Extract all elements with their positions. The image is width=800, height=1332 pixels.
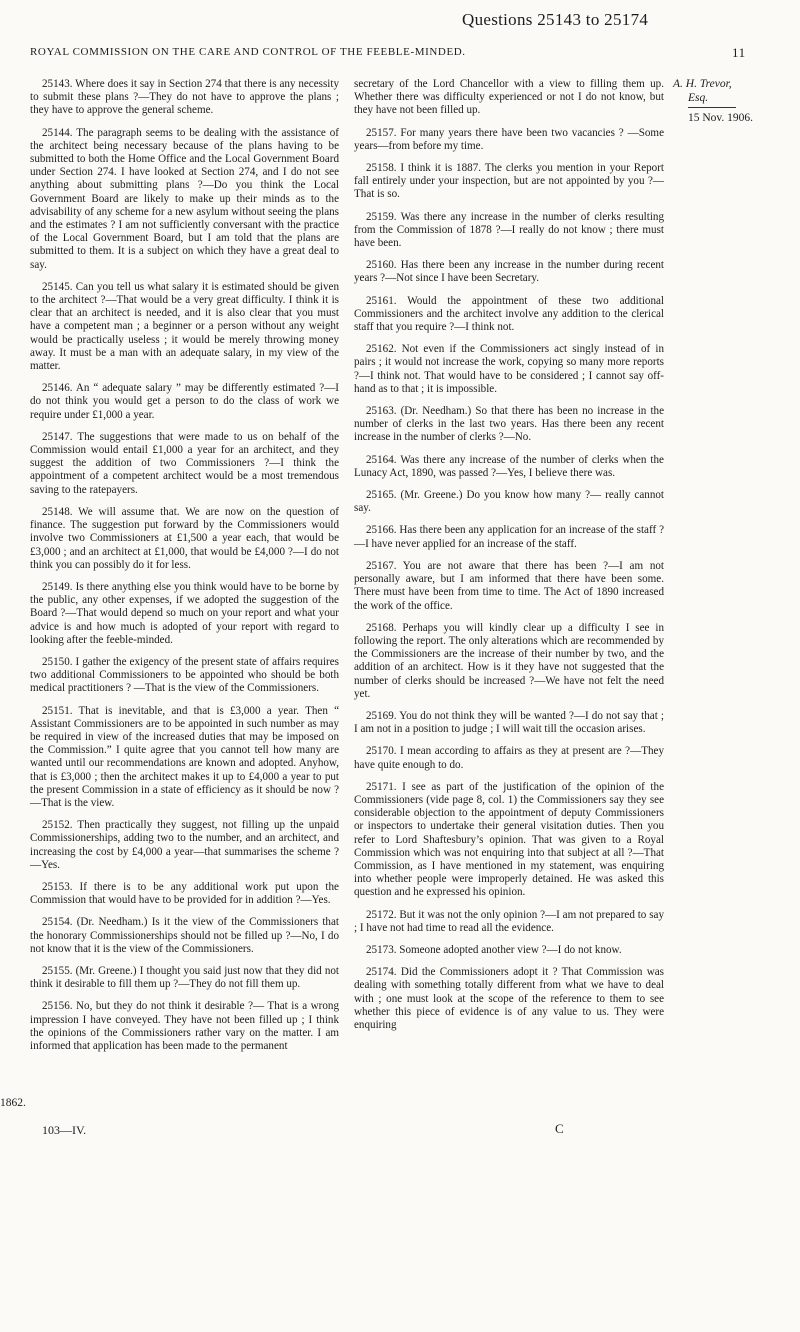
paragraph: 25155. (Mr. Greene.) I thought you said just now that they did not think it desirable to fill them up ?—They do not fill them up. [30, 964, 339, 991]
witness-date: 15 Nov. 1906. [688, 112, 754, 124]
signature-mark: 103—IV. [42, 1123, 87, 1137]
paragraph: 25149. Is there anything else you think would have to be borne by the public, any other expenses, if we adopted the suggestion of the Board ?—That would depend so much on your report and what your advice is and how much is adopted of your report with regard to looking after the feeble-minded. [30, 580, 339, 646]
paragraph: 25162. Not even if the Commissioners act singly instead of in pairs ; it would not increase the work, copying so many more reports ?—I think not. That would have to be considered ; I cannot say off-hand as to that ; it is impossible. [354, 343, 664, 395]
paragraph: 25169. You do not think they will be wanted ?—I do not say that ; I am not in a position to judge ; I will wait till the occasion arises. [354, 709, 664, 736]
paragraph: 25166. Has there been any application for an increase of the staff ?—I have never applied for an increase of the staff. [354, 524, 664, 550]
paragraph: 25159. Was there any increase in the number of clerks resulting from the Commission of 1878 ?—I really do not know ; there must have been. [354, 210, 664, 250]
paragraph: 25154. (Dr. Needham.) Is it the view of the Commissioners that the honorary Commissionerships should not be filled up ?—No, I do not know that it is the view of the Commissioners. [30, 916, 339, 955]
paragraph: 25174. Did the Commissioners adopt it ? That Commission was dealing with something totally different from what we have to deal with ; one must look at the scope of the reference to them to see whether this piece of evidence is of any value to us. They were enquiring [354, 966, 664, 1031]
paragraph: 25152. Then practically they suggest, not filling up the unpaid Commissionerships, adding two to the number, and an architect, and increasing the cost by £4,000 a year—that summarises the scheme ?—Yes. [30, 819, 339, 871]
paragraph: 25157. For many years there have been two vacancies ? —Some years—from before my time. [354, 126, 664, 152]
paragraph: 25158. I think it is 1887. The clerks you mention in your Report fall entirely under your inspection, but are not appointed by you ?—That is so. [354, 162, 664, 201]
paragraph: 25146. An “ adequate salary ” may be differently estimated ?—I do not think you would get a person to do the class of work we require under £1,000 a year. [30, 382, 339, 421]
paragraph: 25160. Has there been any increase in the number during recent years ?—Not since I have been Secretary. [354, 259, 664, 285]
margin-year: 1862. [0, 1097, 26, 1109]
right-column [354, 78, 664, 1041]
paragraph: 25156. No, but they do not think it desirable ?— That is a wrong impression I have conveyed. They have not been filled up ; I think the opinions of the Commissioners rather vary on the matter. I am informed that application has been made to the permanent [30, 1000, 339, 1052]
left-column [30, 78, 339, 1062]
paragraph: 25153. If there is to be any additional work put upon the Commission that would have to be provided for in addition ?—Yes. [30, 880, 339, 907]
signature-mark-right: C [555, 1121, 564, 1136]
witness-esq: Esq. [688, 92, 709, 104]
paragraph: 25164. Was there any increase of the number of clerks when the Lunacy Act, 1890, was passed ?—Yes, I believe there was. [354, 453, 664, 479]
questions-range-heading: Questions 25143 to 25174 [462, 10, 649, 29]
paragraph: 25161. Would the appointment of these two additional Commissioners and the architect involve any addition to the clerical staff that you require ?—I think not. [354, 294, 664, 334]
paragraph: 25144. The paragraph seems to be dealing with the assistance of the architect being necessary because of the plans having to be submitted to both the Home Office and the Local Government Board under Section 274. I have looked at Section 274, and I do not see anything about submitting plans ?—Do you think the Local Government Board are likely to make up their minds as to the advisability of any scheme for a new asylum without seeing the plans and the estimates ? I am not sufficiently conversant with the practice of the Local Government Board, but I am told that the plans are submitted to them. It is a subject on which they have a great deal to say. [30, 126, 339, 271]
paragraph: 25143. Where does it say in Section 274 that there is any necessity to submit these plans ?—They do not have to approve the plans ; they have to approve the general scheme. [30, 78, 339, 117]
paragraph: 25171. I see as part of the justification of the opinion of the Commissioners (vide page 8, col. 1) the Commissioners say they see considerable objection to the appointment of deputy Commissioners or inspectors to undertake their general visitation duties. Then you refer to Lord Shaftesbury’s opinion. That was given to a Royal Commission which was not enquiring into that subject at all ?—That Commission, as I have mentioned in my statement, was enquiring into whether people were improperly detained. He was asked this question and he expressed his opinion. [354, 780, 664, 899]
paragraph: 25147. The suggestions that were made to us on behalf of the Commission would entail £1,000 a year for an architect, and they suggest the addition of two Commissioners ?—I think the appointment of a competent architect would be a most tremendous saving to the ratepayers. [30, 430, 339, 496]
paragraph: 25163. (Dr. Needham.) So that there has been no increase in the number of clerks in the last two years. Has there been any recent increase in the number of clerks ?—No. [354, 405, 664, 444]
paragraph: 25151. That is inevitable, and that is £3,000 a year. Then “ Assistant Commissioners are to be appointed in such number as may be required in view of the increased duties that may be imposed on the Commission.” I quite agree that you cannot tell how many are wanted until our recommendations are known and adopted. Anyhow, that is £3,000 ; then the architect makes it up to £4,000 a year to put the present Commission in a state of efficiency as it should be now ?—That is the view. [30, 704, 339, 809]
paragraph: 25145. Can you tell us what salary it is estimated should be given to the architect ?—That would be a very great difficulty. I think it is clear that an architect is needed, and it is also clear that you must have a competent man ; a beginner or a person without any weight would be practically useless ; it would be merely throwing money away. It must be a man with an adequate salary, in my view of the matter. [30, 280, 339, 373]
paragraph: 25167. You are not aware that there has been ?—I am not personally aware, but I am informed that there have been some. There must have been from time to time. The Act of 1890 increased the work of the office. [354, 559, 664, 612]
paragraph-continuation: secretary of the Lord Chancellor with a view to filling them up. Whether there was difficulty experienced or not I do not know, but they have not been filled up. [354, 78, 664, 117]
page-number: 11 [732, 45, 746, 60]
running-title: ROYAL COMMISSION ON THE CARE AND CONTROL OF THE FEEBLE-MINDED. [30, 46, 466, 58]
paragraph: 25173. Someone adopted another view ?—I do not know. [366, 943, 622, 956]
witness-rule [688, 107, 736, 108]
paragraph: 25150. I gather the exigency of the present state of affairs requires two additional Commissioners to be appointed who should be both medical practitioners ? —That is the view of the Commissioners. [30, 655, 339, 695]
paragraph: 25170. I mean according to affairs as they at present are ?—They have quite enough to do. [354, 745, 664, 771]
witness-name: A. H. Trevor, [673, 78, 732, 90]
paragraph: 25148. We will assume that. We are now on the question of finance. The suggestion put forward by the Commissioners would involve two Commissioners at £1,500 a year each, that would be £3,000 ; and an architect at £1,000, that would be £4,000 ?—I do not think you can possibly do it for less. [30, 505, 339, 571]
paragraph: 25165. (Mr. Greene.) Do you know how many ?— really cannot say. [354, 489, 664, 515]
paragraph: 25168. Perhaps you will kindly clear up a difficulty I see in following the report. The only alterations which are recommended by the Commissioners are the increase of their number by two, and the addition of an architect. How is it they have not suggested that the number of clerks should be increased ?—We have not felt the need yet. [354, 621, 664, 700]
paragraph: 25172. But it was not the only opinion ?—I am not prepared to say ; I have not had time to read all the evidence. [354, 908, 664, 934]
running-header [30, 46, 770, 58]
